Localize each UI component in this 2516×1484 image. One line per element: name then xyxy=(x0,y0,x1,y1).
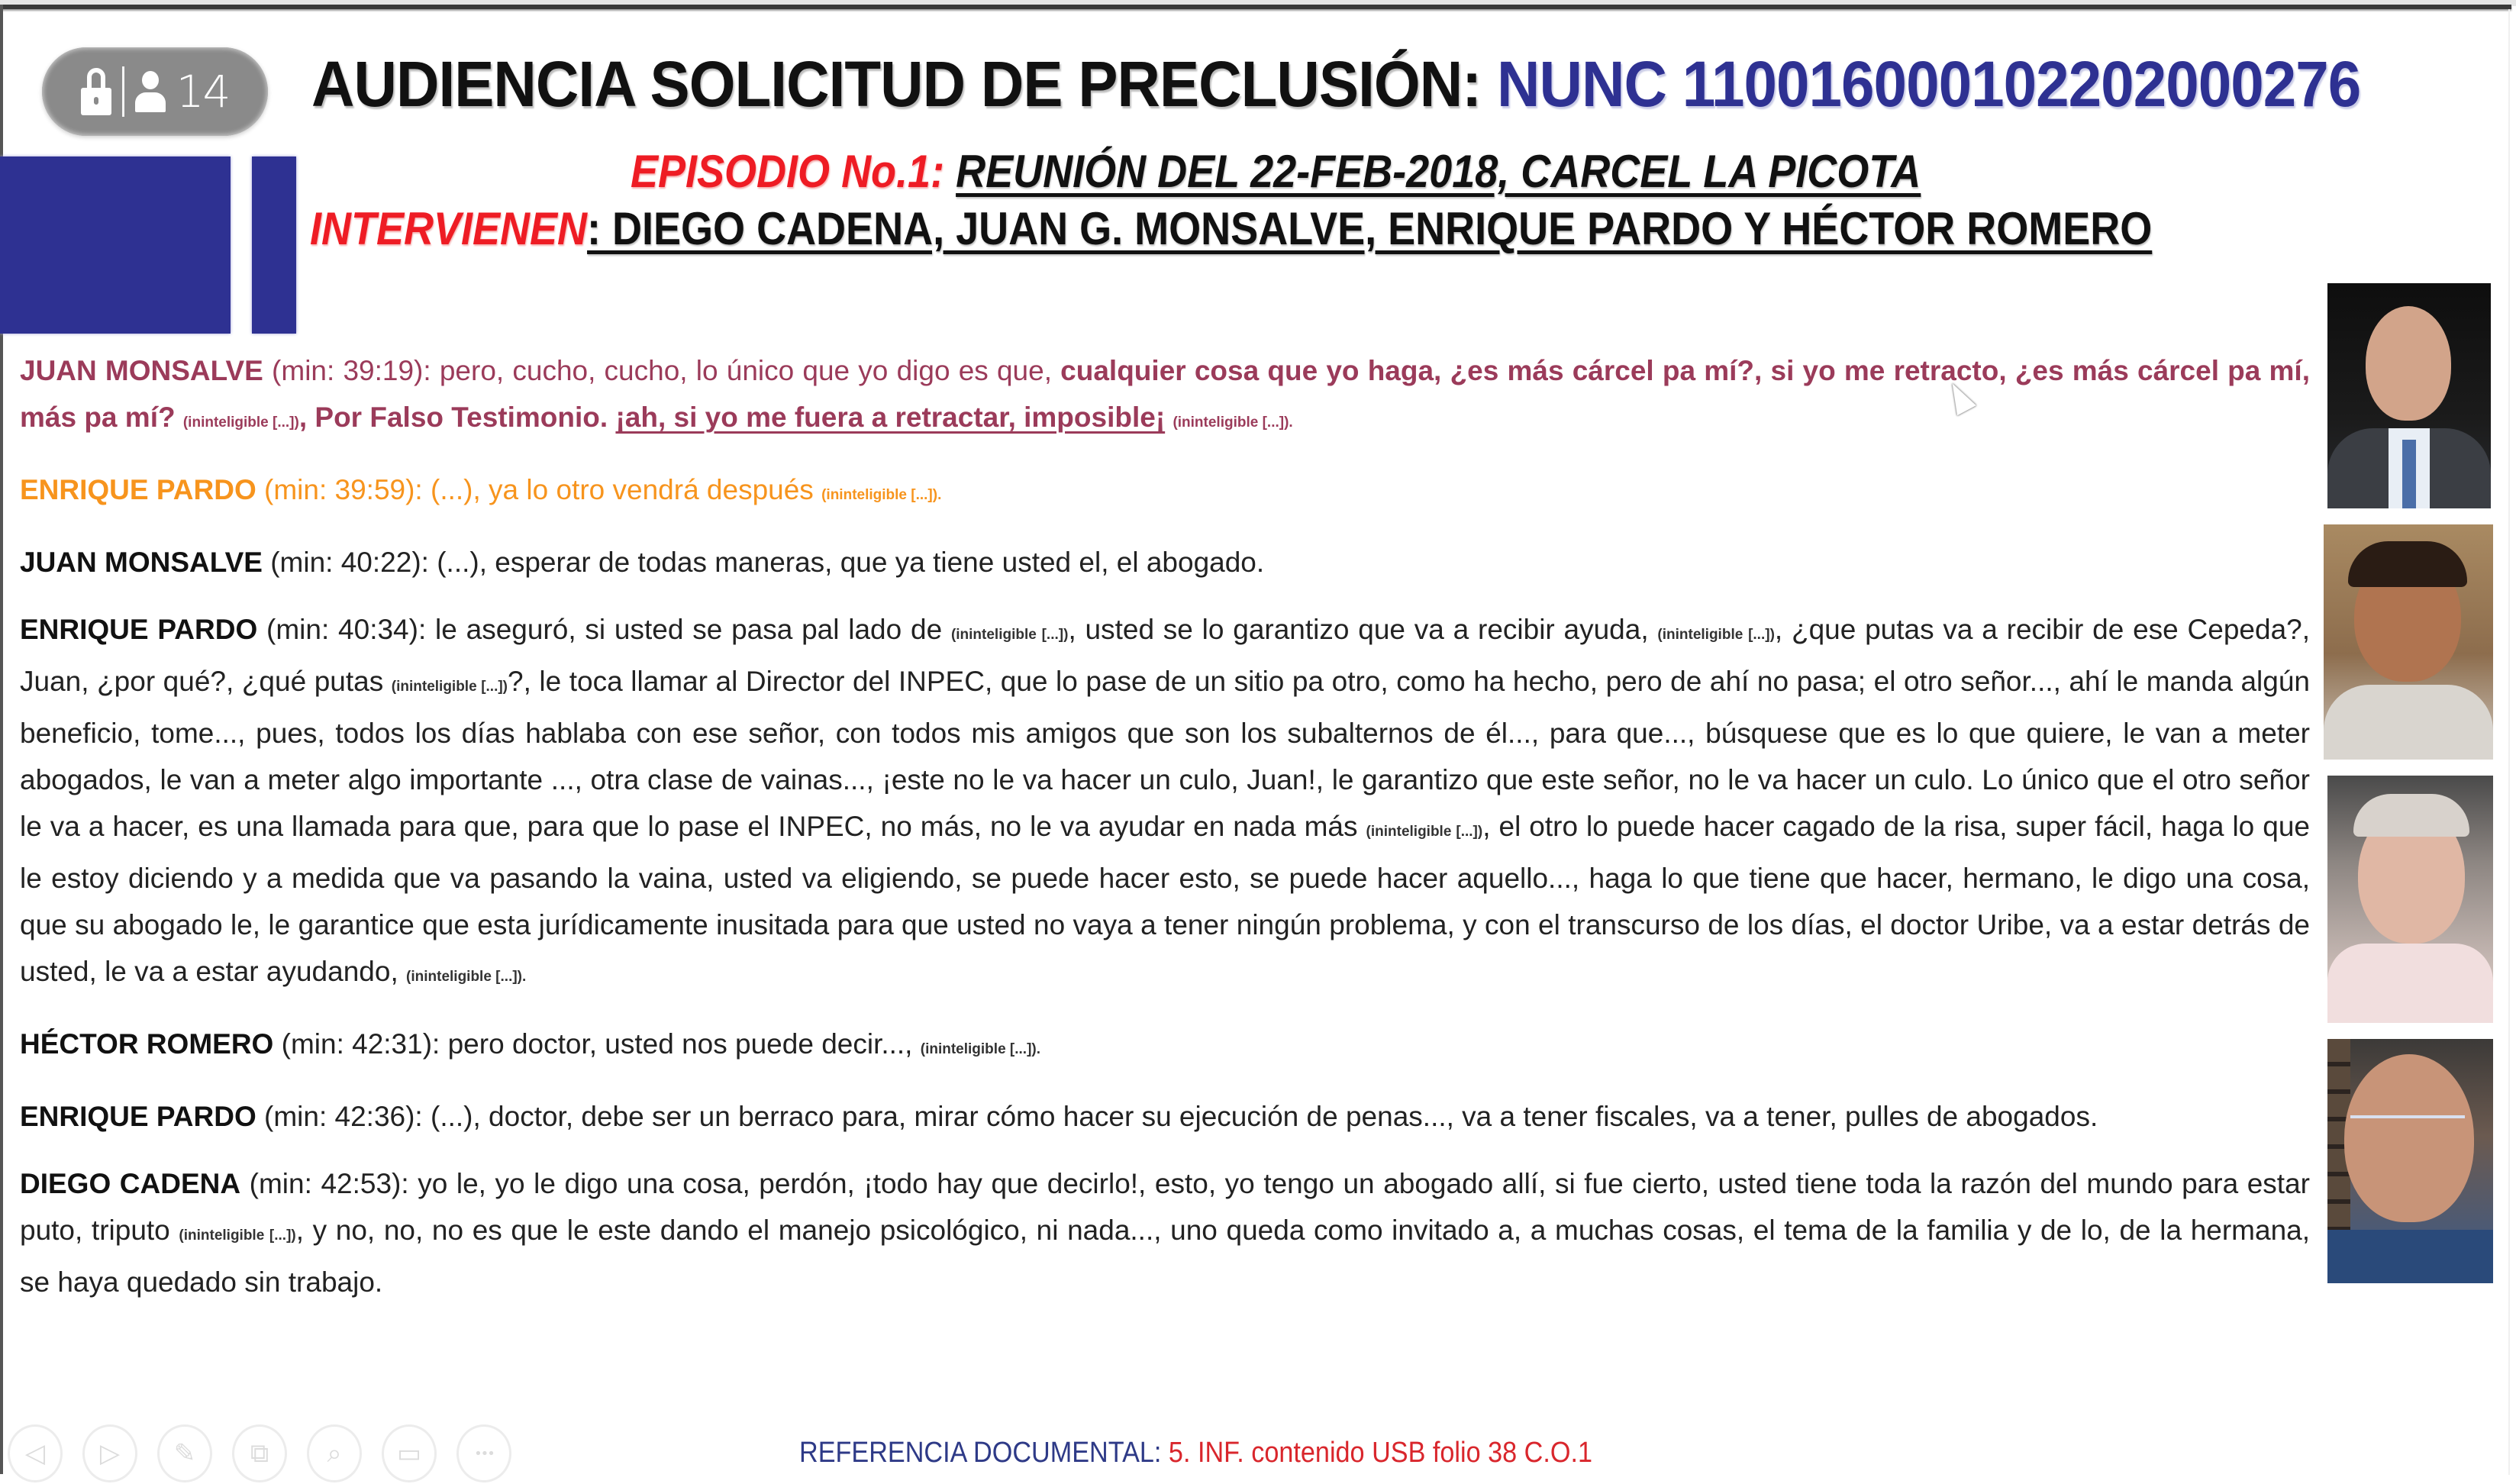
punctuation: . xyxy=(937,487,942,503)
episode-label: EPISODIO No.1: xyxy=(631,146,945,197)
utterance: , y no, no, no es que le este dando el manejo psicológico, ni nada..., uno queda como invitado a, a muchas cosas, el tema de la familia y de lo, de la hermana, se haya quedado sin trabajo. xyxy=(20,1215,2310,1298)
timestamp: (min: 40:34): xyxy=(257,614,427,645)
timestamp: (min: 42:53): xyxy=(240,1168,409,1199)
speaker-name: JUAN MONSALVE xyxy=(20,355,263,386)
lock-icon xyxy=(81,68,111,115)
video-figure xyxy=(2353,794,2469,837)
speaker-name: HÉCTOR ROMERO xyxy=(20,1028,274,1060)
timestamp: (min: 39:59): xyxy=(256,474,423,505)
participants-heading xyxy=(310,202,2152,255)
case-number: NUNC 110016000102202000276 xyxy=(1481,48,2361,120)
video-figure xyxy=(2324,685,2493,760)
utterance: ?, le toca llamar al Director del INPEC, que lo pase de un sitio pa otro, como ha hecho, pero de ahí no pasa; el otro señor..., ahí le manda algún beneficio, tome..., pues, todos los días hablaba con ese señor, con todos mis amigos que son los subalternos de él..., para que..., búsquese que es lo que quiere, le van a meter abogados, le van a meter algo importante ..., otra clase de vainas..., ¡este no le va hacer un culo, Juan!, le garantizo que este señor, no le va hacer un culo. Lo único que el otro señor le va a hacer, es una llamada para que, para que lo pase el INPEC, no más, no le va ayudar en nada más xyxy=(20,666,2310,842)
participants-label: INTERVIENEN xyxy=(310,203,588,254)
slides-overview-button[interactable] xyxy=(232,1424,287,1482)
reference-value: 5. INF. contenido USB folio 38 C.O.1 xyxy=(1161,1437,1593,1469)
participant-video-tile-4[interactable] xyxy=(2327,1039,2493,1283)
participant-video-tile-1[interactable] xyxy=(2327,283,2491,508)
speaker-name: ENRIQUE PARDO xyxy=(20,1101,256,1132)
video-figure xyxy=(2402,440,2416,508)
inaudible-tag: (ininteligible [...]) xyxy=(391,679,508,695)
utterance: , usted se lo garantizo que va a recibir ayuda, xyxy=(1068,614,1658,645)
utterance: pero doctor, usted nos puede decir..., xyxy=(440,1028,921,1060)
meeting-status-badge[interactable] xyxy=(42,47,268,136)
person-icon xyxy=(135,71,166,112)
zoom-button[interactable] xyxy=(307,1424,362,1482)
badge-divider xyxy=(122,66,124,117)
reference-label: REFERENCIA DOCUMENTAL: xyxy=(799,1437,1162,1469)
punctuation: . xyxy=(1289,415,1293,431)
inaudible-tag: (ininteligible [...]) xyxy=(179,1228,296,1244)
ellipsis-icon: ••• xyxy=(474,1445,494,1462)
underlined-utterance: ¡ah, si yo me fuera a retractar, imposible¡ xyxy=(615,402,1166,433)
timestamp: (min: 42:31): xyxy=(273,1028,440,1060)
title-main: AUDIENCIA SOLICITUD DE PRECLUSIÓN: xyxy=(311,48,1482,120)
speaker-name: ENRIQUE PARDO xyxy=(20,474,256,505)
transcript-entry xyxy=(20,1160,2310,1305)
utterance: le aseguró, si usted se pasa pal lado de xyxy=(426,614,951,645)
punctuation: . xyxy=(522,969,527,985)
transcript-entry xyxy=(20,539,2310,586)
document-reference xyxy=(799,1437,1592,1469)
transcript-entry xyxy=(20,1093,2310,1140)
slides-icon: ⧉ xyxy=(250,1438,269,1469)
slide-title xyxy=(311,47,2360,121)
decorative-blue-bar xyxy=(252,156,296,334)
speaker-name: DIEGO CADENA xyxy=(20,1168,241,1199)
punctuation: . xyxy=(1036,1041,1041,1057)
previous-icon: ◁ xyxy=(24,1438,46,1469)
transcript-entry xyxy=(20,1021,2310,1073)
video-figure xyxy=(2327,1230,2493,1283)
inaudible-tag: (ininteligible [...]) xyxy=(406,969,522,985)
next-slide-button[interactable] xyxy=(82,1424,137,1482)
timestamp: (min: 42:36): xyxy=(256,1101,423,1132)
timestamp: (min: 40:22): xyxy=(262,547,429,578)
participants-text: : DIEGO CADENA, JUAN G. MONSALVE, ENRIQUE PARDO Y HÉCTOR ROMERO xyxy=(587,203,2153,254)
inaudible-tag: (ininteligible [...]) xyxy=(1173,415,1289,431)
transcript-entry xyxy=(20,606,2310,1000)
slideshow-toolbar xyxy=(8,1424,511,1482)
utterance: , ¿que putas va a recibir de ese Cepeda?, Juan, ¿por qué?, ¿qué putas xyxy=(20,614,2310,697)
speaker-name: ENRIQUE PARDO xyxy=(20,614,258,645)
video-face xyxy=(2344,1054,2474,1222)
episode-heading xyxy=(631,145,1921,198)
decorative-blue-block xyxy=(0,156,231,334)
speaker-name: JUAN MONSALVE xyxy=(20,547,263,578)
transcript-entry xyxy=(20,466,2310,518)
subtitles-button[interactable] xyxy=(382,1424,437,1482)
participant-video-tile-3[interactable] xyxy=(2327,776,2493,1023)
inaudible-tag: (ininteligible [...]) xyxy=(821,487,938,503)
utterance: , el otro lo puede hacer cagado de la risa, super fácil, haga lo que le estoy diciendo y a medida que va pasando la vaina, usted va eligiendo, se puede hacer esto, se puede hacer aquello..., haga lo que tiene que hacer, hermano, le digo una cosa, que su abogado le, le garantice que esta jurídicamente inusitada para que usted no vaya a tener ningún problema, y con el transcurso de los días, el doctor Uribe, va a estar detrás de usted, le va a estar ayudando, xyxy=(20,811,2310,987)
utterance: yo le, yo le digo una cosa, perdón, ¡todo hay que decirlo!, esto, yo tengo un abogado allí, si fue cierto, usted tiene toda la razón del mundo para estar puto, triputo xyxy=(20,1168,2310,1246)
highlighted-utterance: cualquier cosa que yo haga, ¿es más cárcel pa mí?, si yo me retracto, ¿es más cárcel pa mí, más pa mí? xyxy=(20,355,2310,433)
magnifier-icon: ⌕ xyxy=(327,1438,342,1469)
pen-button[interactable] xyxy=(157,1424,212,1482)
participant-video-tile-2[interactable] xyxy=(2324,524,2493,760)
pen-icon: ✎ xyxy=(173,1438,196,1469)
previous-slide-button[interactable] xyxy=(8,1424,63,1482)
transcript xyxy=(20,347,2310,1326)
inaudible-tag: (ininteligible [...]) xyxy=(1657,627,1775,643)
inaudible-tag: (ininteligible [...]) xyxy=(920,1041,1037,1057)
highlighted-utterance: , Por Falso Testimonio. xyxy=(298,402,616,433)
utterance: (...), esperar de todas maneras, que ya tiene usted el, el abogado. xyxy=(428,547,1265,578)
video-figure xyxy=(2327,944,2493,1023)
inaudible-tag: (ininteligible [...]) xyxy=(950,627,1069,643)
inaudible-tag: (ininteligible [...]) xyxy=(182,415,299,431)
episode-text: REUNIÓN DEL 22-FEB-2018, CARCEL LA PICOTA xyxy=(956,146,1921,197)
slide-frame-top-border xyxy=(0,5,2511,9)
timestamp: (min: 39:19): xyxy=(263,355,431,386)
next-icon: ▷ xyxy=(99,1438,121,1469)
utterance: pero, cucho, cucho, lo único que yo digo es que, xyxy=(431,355,1061,386)
more-options-button[interactable] xyxy=(456,1424,511,1482)
participants-count: 14 xyxy=(176,66,230,118)
video-figure xyxy=(2348,541,2467,587)
slide-frame-right-border xyxy=(2508,9,2510,1475)
utterance: (...), ya lo otro vendrá después xyxy=(422,474,822,505)
video-figure xyxy=(2350,1115,2465,1134)
inaudible-tag: (ininteligible [...]) xyxy=(1366,824,1483,840)
utterance: (...), doctor, debe ser un berraco para, mirar cómo hacer su ejecución de penas..., va a tener fiscales, va a tener, pulles de abogados. xyxy=(422,1101,2098,1132)
video-face xyxy=(2366,306,2451,421)
subtitles-icon: ▭ xyxy=(396,1438,422,1469)
